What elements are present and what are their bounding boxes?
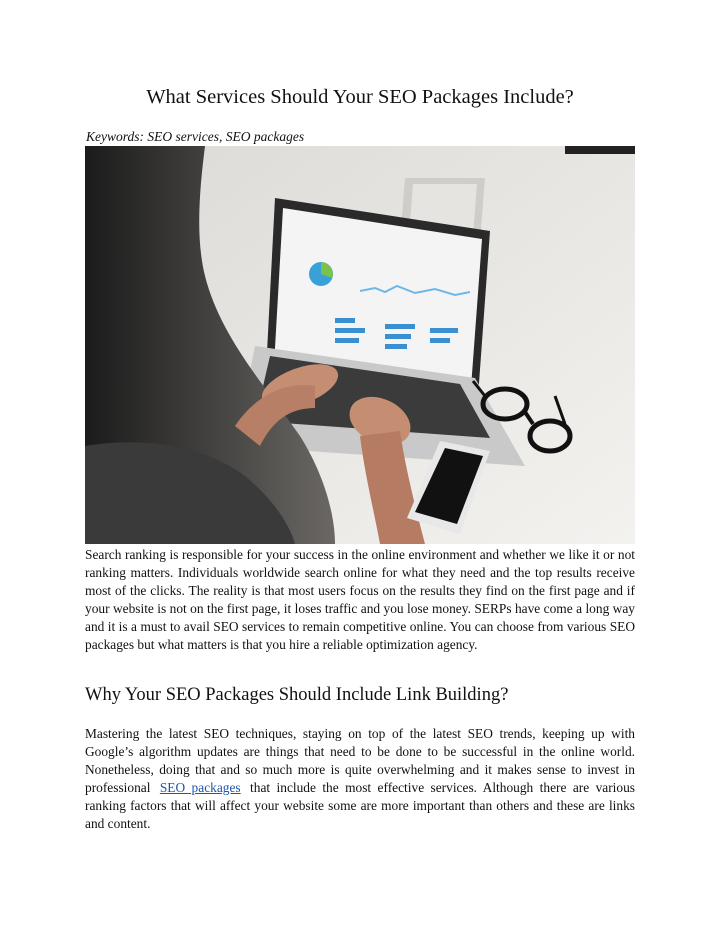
link-building-paragraph — [85, 725, 635, 833]
section-heading: Why Your SEO Packages Should Include Link Building? — [85, 685, 509, 705]
laptop-photo — [85, 146, 635, 544]
paragraph-text-before-link: Mastering the latest SEO techniques, staying on top of the latest SEO trends, keeping up with Google’s algorithm updates are things that need to be done to be successful in the online world. Nonetheless, doing that and so much more is quite overwhelming and it makes sense to invest in professional — [85, 726, 635, 795]
seo-packages-link[interactable]: SEO packages — [159, 780, 241, 795]
keywords-line: Keywords: SEO services, SEO packages — [86, 129, 305, 144]
paragraph-text-after-link: that include the most effective services. Although there are various ranking factors that will affect your website some are more important than others and these are links and content. — [85, 780, 635, 831]
intro-paragraph: Search ranking is responsible for your success in the online environment and whether we like it or not ranking matters. Individuals worldwide search online for what they need and the top results receive most of the clicks. The reality is that most users focus on the results they find on the first page and if your website is not on the first page, it loses traffic and you lose money. SERPs have come a long way and it is a must to avail SEO services to remain competitive online. You can choose from various SEO packages but what matters is that you hire a reliable optimization agency. — [85, 547, 635, 652]
page-title: What Services Should Your SEO Packages Include? — [146, 86, 574, 108]
